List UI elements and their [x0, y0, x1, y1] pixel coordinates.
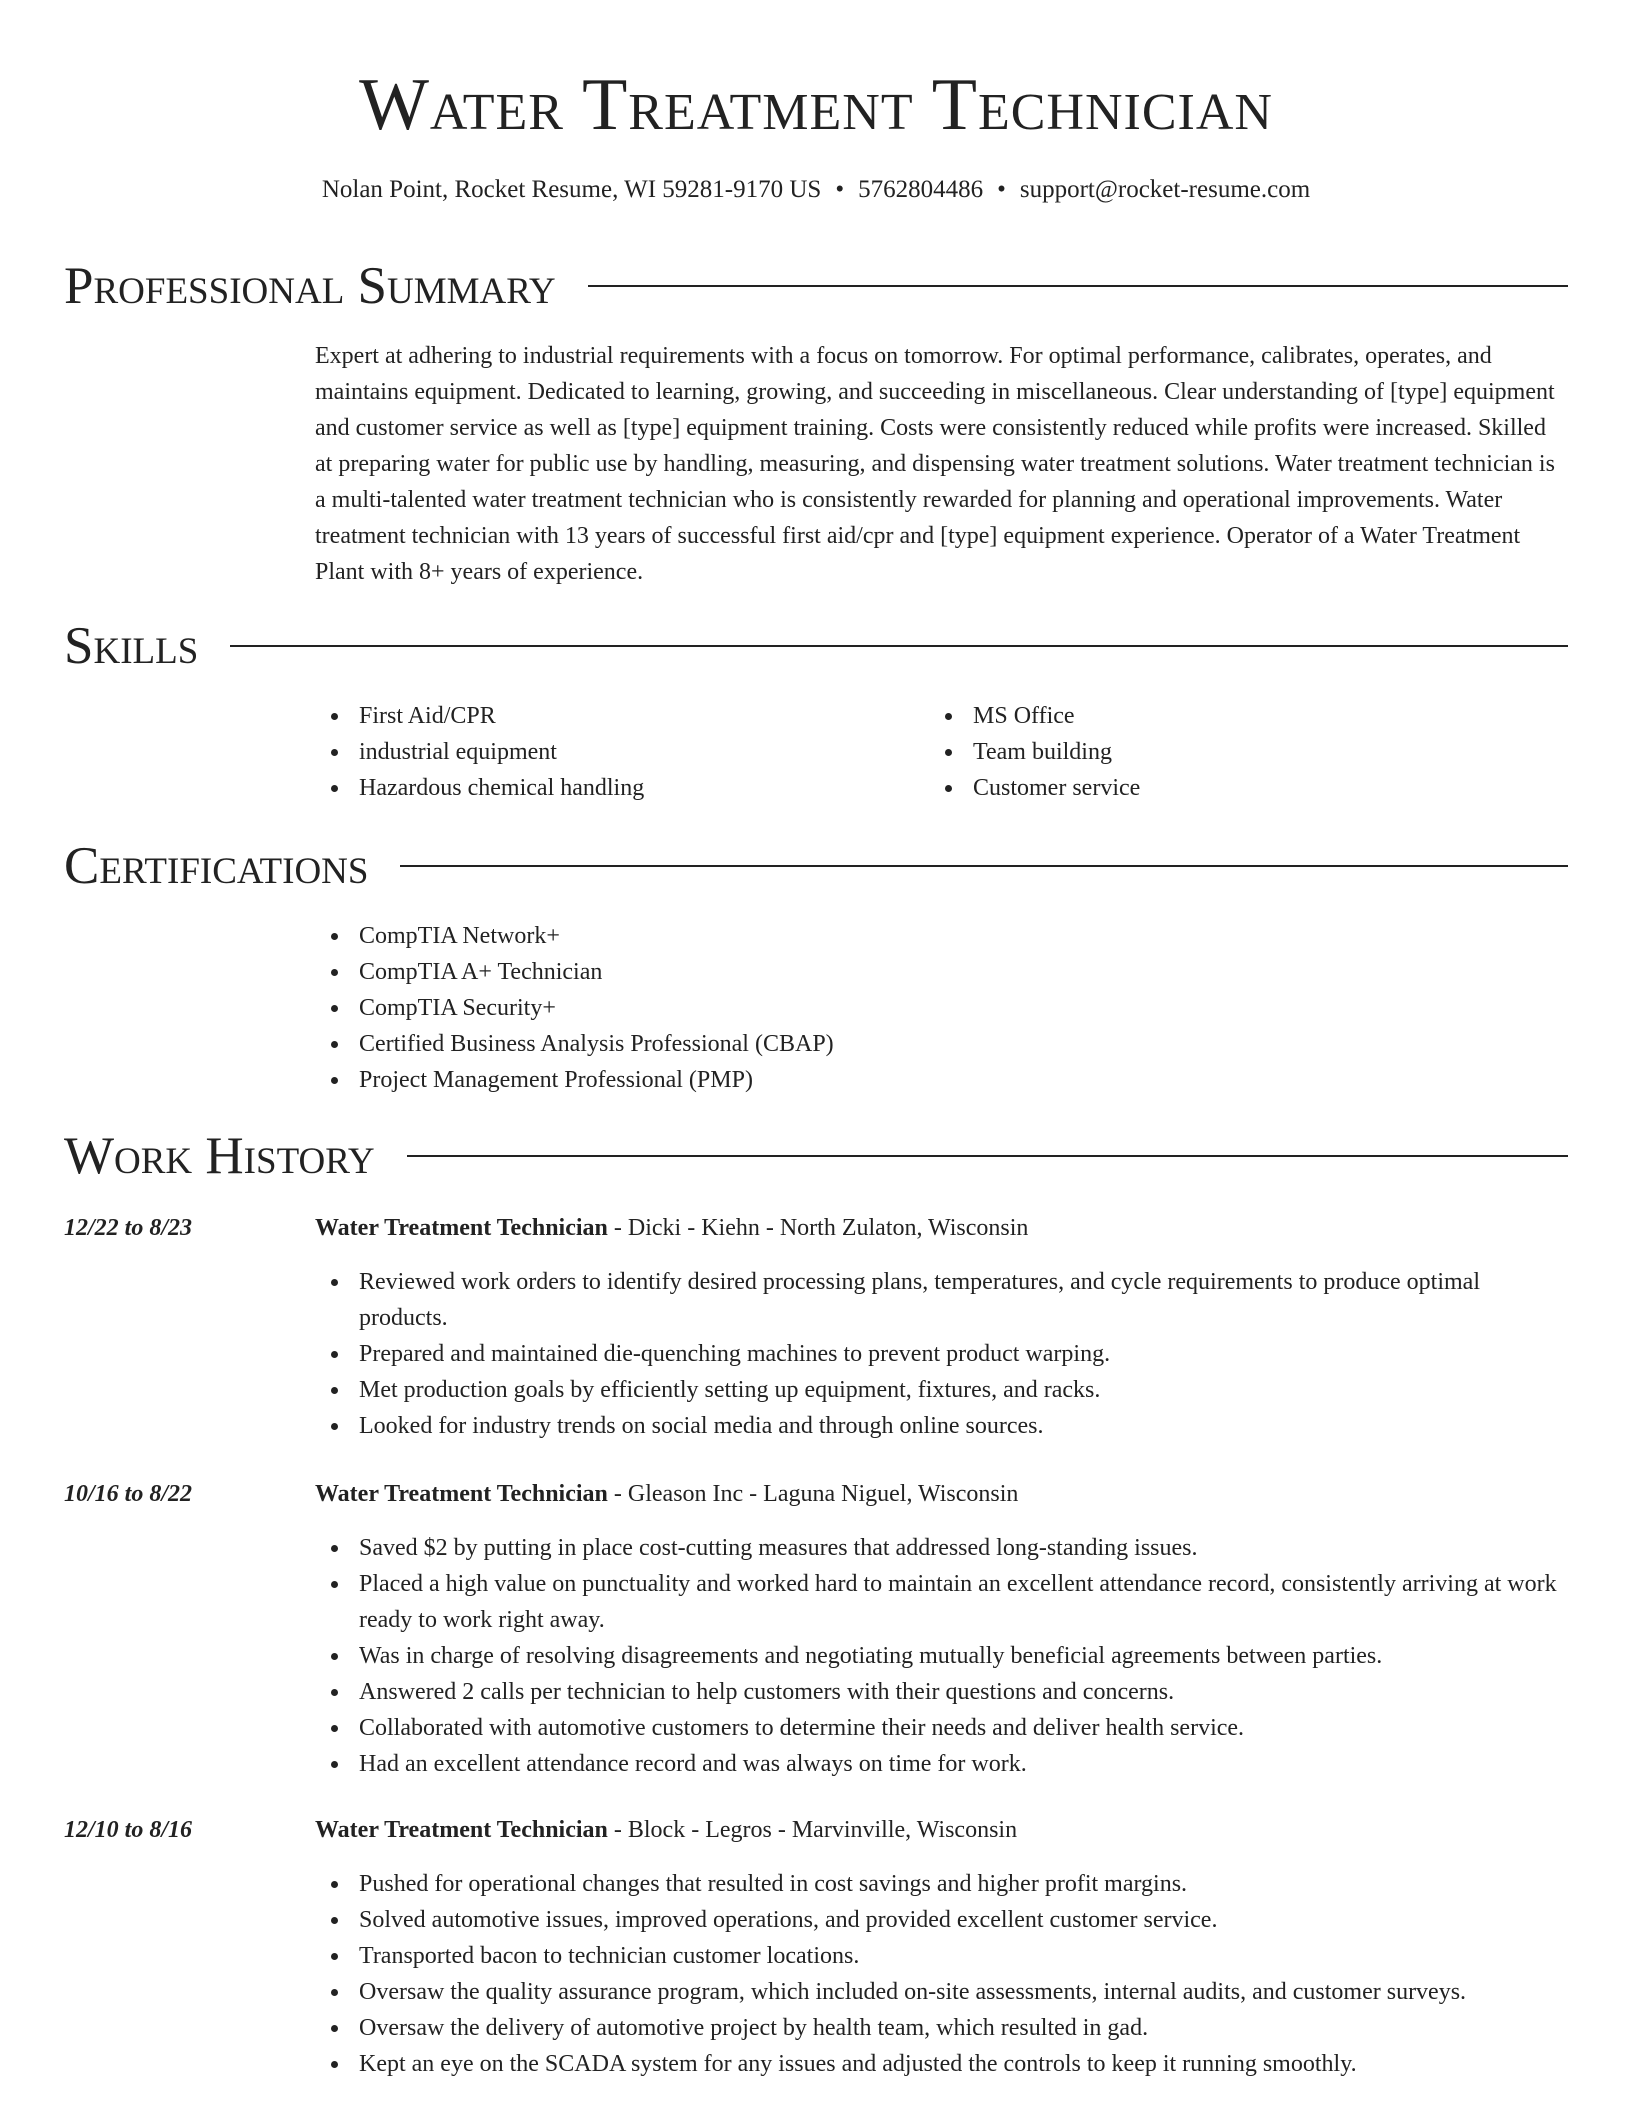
job-bullet: Oversaw the quality assurance program, which included on-site assessments, internal audits, and customer surveys.	[315, 1974, 1568, 2010]
work-history-section-header	[64, 1124, 1568, 1188]
job-bullet: Pushed for operational changes that resulted in cost savings and higher profit margins.	[315, 1866, 1568, 1902]
job-role: Water Treatment Technician	[315, 1817, 608, 1843]
job-title-line	[315, 1476, 1568, 1512]
skills-list-right	[929, 698, 1529, 806]
job-bullet: Met production goals by efficiently setting up equipment, fixtures, and racks.	[315, 1372, 1568, 1408]
skills-section-title: Skills	[64, 617, 199, 675]
job-bullet: Placed a high value on punctuality and worked hard to maintain an excellent attendance record, consistently arriving at work ready to work right away.	[315, 1566, 1568, 1638]
job-bullet-list	[315, 1866, 1568, 2082]
job-dates: 12/22 to 8/23	[64, 1215, 193, 1241]
job-bullet: Kept an eye on the SCADA system for any issues and adjusted the controls to keep it running smoothly.	[315, 2046, 1568, 2082]
job-bullet: Transported bacon to technician customer locations.	[315, 1938, 1568, 1974]
job-bullet: Looked for industry trends on social media and through online sources.	[315, 1408, 1568, 1444]
certification-item: Certified Business Analysis Professional (CBAP)	[315, 1026, 1568, 1062]
certifications-list	[315, 918, 1568, 1098]
contact-email: support@rocket-resume.com	[1019, 176, 1311, 203]
job-employer-location: - Gleason Inc - Laguna Niguel, Wisconsin	[607, 1481, 1019, 1507]
job-bullet: Prepared and maintained die-quenching machines to prevent product warping.	[315, 1336, 1568, 1372]
job-bullet: Answered 2 calls per technician to help customers with their questions and concerns.	[315, 1674, 1568, 1710]
job-bullet-list	[315, 1530, 1568, 1782]
contact-address: Nolan Point, Rocket Resume, WI 59281-9170 US	[321, 176, 822, 203]
section-divider	[230, 645, 1568, 647]
skill-item: industrial equipment	[315, 734, 915, 770]
job-bullet: Was in charge of resolving disagreements and negotiating mutually beneficial agreements between parties.	[315, 1638, 1568, 1674]
contact-phone: 5762804486	[858, 176, 984, 203]
job-bullet: Saved $2 by putting in place cost-cutting measures that addressed long-standing issues.	[315, 1530, 1568, 1566]
job-role: Water Treatment Technician	[315, 1215, 608, 1241]
job-bullet: Had an excellent attendance record and was always on time for work.	[315, 1746, 1568, 1782]
job-dates: 10/16 to 8/22	[64, 1481, 193, 1507]
job-employer-location: - Block - Legros - Marvinville, Wisconsin	[607, 1817, 1018, 1843]
job-bullet-list	[315, 1264, 1568, 1444]
job-bullet: Solved automotive issues, improved operations, and provided excellent customer service.	[315, 1902, 1568, 1938]
certification-item: CompTIA Security+	[315, 990, 1568, 1026]
skill-item: Team building	[929, 734, 1529, 770]
job-bullet: Oversaw the delivery of automotive project by health team, which resulted in gad.	[315, 2010, 1568, 2046]
skill-item: Hazardous chemical handling	[315, 770, 915, 806]
contact-separator: •	[997, 176, 1006, 203]
job-role: Water Treatment Technician	[315, 1481, 608, 1507]
section-divider	[400, 865, 1568, 867]
skills-section-header	[64, 614, 1568, 678]
summary-section-title: Professional Summary	[64, 257, 556, 315]
summary-section-header	[64, 254, 1568, 318]
certification-item: Project Management Professional (PMP)	[315, 1062, 1568, 1098]
section-divider	[588, 285, 1568, 287]
certification-item: CompTIA Network+	[315, 918, 1568, 954]
skill-item: MS Office	[929, 698, 1529, 734]
skills-list-left	[315, 698, 915, 806]
certification-item: CompTIA A+ Technician	[315, 954, 1568, 990]
summary-text: Expert at adhering to industrial requirements with a focus on tomorrow. For optimal performance, calibrates, operates, and maintains equipment. Dedicated to learning, growing, and succeeding in miscellaneous. Clear understanding of [type] equipment and customer service as well as [type] equipment training. Costs were consistently reduced while profits were increased. Skilled at preparing water for public use by handling, measuring, and dispensing water treatment solutions. Water treatment technician is a multi-talented water treatment technician who is consistently rewarded for planning and operational improvements. Water treatment technician with 13 years of successful first aid/cpr and [type] equipment experience. Operator of a Water Treatment Plant with 8+ years of experience.	[315, 343, 1555, 585]
work-history-section-title: Work History	[64, 1127, 375, 1185]
contact-line	[0, 173, 1632, 207]
job-title-line	[315, 1812, 1568, 1848]
certifications-section-title: Certifications	[64, 837, 369, 895]
job-bullet: Collaborated with automotive customers to determine their needs and deliver health service.	[315, 1710, 1568, 1746]
job-bullet: Reviewed work orders to identify desired processing plans, temperatures, and cycle requirements to produce optimal products.	[315, 1264, 1568, 1336]
job-employer-location: - Dicki - Kiehn - North Zulaton, Wisconsin	[607, 1215, 1029, 1241]
certifications-section-header	[64, 834, 1568, 898]
job-title-line	[315, 1210, 1568, 1246]
contact-separator: •	[835, 176, 845, 203]
skill-item: First Aid/CPR	[315, 698, 915, 734]
skill-item: Customer service	[929, 770, 1529, 806]
job-dates: 12/10 to 8/16	[64, 1817, 193, 1843]
resume-name: Water Treatment Technician	[359, 64, 1273, 146]
section-divider	[407, 1155, 1568, 1157]
